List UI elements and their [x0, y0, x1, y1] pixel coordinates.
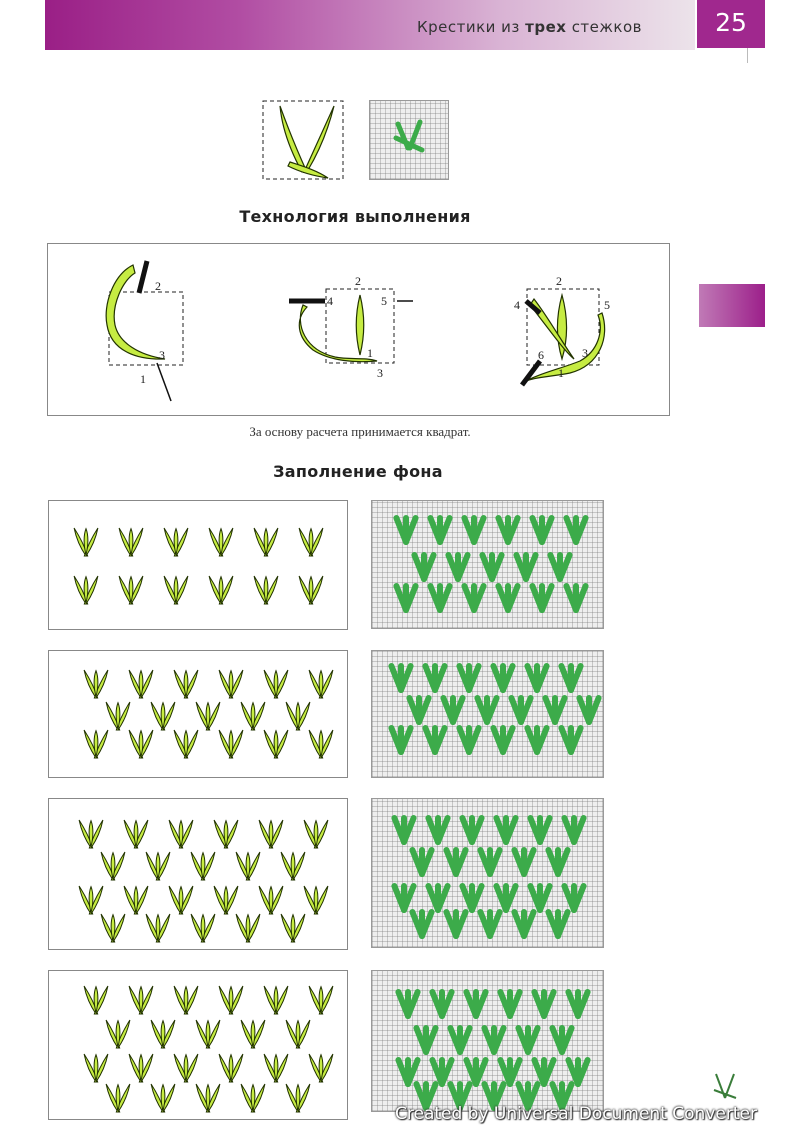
stitch-motif [304, 820, 328, 848]
stitch-motif [214, 820, 238, 848]
fabric-motif [498, 586, 517, 610]
fabric-motif [564, 886, 583, 910]
step-2-label-4: 4 [327, 294, 333, 308]
fabric-motif [534, 1060, 553, 1084]
step-2-label-2: 2 [355, 274, 361, 288]
fabric-motif [511, 698, 530, 722]
fabric-motif [530, 818, 549, 842]
fabric-motif [430, 586, 449, 610]
fabric-motif [464, 518, 483, 542]
fabric-motif [518, 1028, 537, 1052]
fabric-motif [416, 1028, 435, 1052]
step-2-label-5: 5 [381, 294, 387, 308]
stitch-motif [264, 670, 288, 698]
fabric-motif [493, 666, 512, 690]
step-3-label-5: 5 [604, 298, 610, 312]
step-1-label-2: 2 [155, 279, 161, 293]
fabric-motif [527, 728, 546, 752]
stitch-motif [259, 820, 283, 848]
step-3-label-3: 3 [582, 346, 588, 360]
stitch-motif [259, 886, 283, 914]
stitch-motif [264, 730, 288, 758]
stitch-motif [101, 914, 125, 942]
fabric-motif [561, 666, 580, 690]
fabric-motif [446, 850, 465, 874]
fabric-motif [428, 886, 447, 910]
stitch-motif [241, 702, 265, 730]
fabric-motif [548, 850, 567, 874]
fabric-motif [493, 728, 512, 752]
fabric-motif [462, 886, 481, 910]
fabric-motif [568, 992, 587, 1016]
fabric-motif [412, 912, 431, 936]
header-title: Крестики из трех стежков [416, 18, 642, 36]
stitch-motif [79, 820, 103, 848]
step-3-label-6: 6 [538, 348, 544, 362]
fabric-motif [550, 555, 569, 579]
fabric-motif [396, 586, 415, 610]
background-heading: Заполнение фона [273, 462, 443, 481]
fabric-motif [496, 886, 515, 910]
stitch-motif [214, 886, 238, 914]
stitch-motif [146, 914, 170, 942]
fabric-motif [462, 818, 481, 842]
step-3-label-1: 1 [558, 366, 564, 380]
watermark: Created by Universal Document Converter [395, 1104, 757, 1124]
stitch-motif [219, 670, 243, 698]
fabric-motif [579, 698, 598, 722]
fabric-motif [568, 1060, 587, 1084]
stitch-motif [164, 576, 188, 604]
fabric-motif [500, 1060, 519, 1084]
fabric-motif [394, 886, 413, 910]
fabric-motif [561, 728, 580, 752]
fabric-motif [459, 666, 478, 690]
stitch-motif [129, 730, 153, 758]
stitch-motif [286, 1084, 310, 1112]
stitch-motif [174, 1054, 198, 1082]
stitch-motif [191, 852, 215, 880]
fabric-motif [477, 698, 496, 722]
stitch-motif [196, 1020, 220, 1048]
fabric-motif [432, 1060, 451, 1084]
fabric-motif [443, 698, 462, 722]
stitch-motif [106, 1020, 130, 1048]
fabric-motif [532, 518, 551, 542]
stitch-motif [129, 1054, 153, 1082]
stitch-motif [236, 914, 260, 942]
fabric-motif [545, 698, 564, 722]
fabric-motif [450, 1028, 469, 1052]
fabric-motif [412, 850, 431, 874]
fabric-motif [394, 818, 413, 842]
fabric-motif [480, 912, 499, 936]
stitch-motif [84, 670, 108, 698]
stitch-motif [209, 576, 233, 604]
stitch-motif [151, 1020, 175, 1048]
fabric-motif [498, 518, 517, 542]
fabric-motif [396, 518, 415, 542]
stitch-motif [129, 986, 153, 1014]
stitch-motif [286, 1020, 310, 1048]
fabric-motif [566, 518, 585, 542]
stitch-motif [309, 730, 333, 758]
fabric-motif [534, 992, 553, 1016]
stitch-motif [124, 820, 148, 848]
fabric-motif [548, 912, 567, 936]
fabric-motif [482, 555, 501, 579]
fabric-motif [464, 586, 483, 610]
fabric-motif [446, 912, 465, 936]
stitch-motif [164, 528, 188, 556]
fabric-motif [425, 666, 444, 690]
stitch-motif [299, 576, 323, 604]
stitch-motif [151, 1084, 175, 1112]
step-1-label-3: 3 [159, 348, 165, 362]
fabric-motif [514, 850, 533, 874]
fabric-motif [432, 992, 451, 1016]
step-1-label-1: 1 [140, 372, 146, 386]
stitch-motif [151, 702, 175, 730]
fabric-motif [466, 1060, 485, 1084]
stitch-motif [74, 576, 98, 604]
step-2-label-1: 1 [367, 346, 373, 360]
stitch-motif [106, 702, 130, 730]
stitch-motif [124, 886, 148, 914]
fabric-motif [459, 728, 478, 752]
stitch-motif [74, 528, 98, 556]
stitch-motif [169, 820, 193, 848]
stitch-motif [241, 1084, 265, 1112]
fabric-motif [484, 1028, 503, 1052]
fabric-motif [466, 992, 485, 1016]
stitch-motif [174, 986, 198, 1014]
fabric-motif [514, 912, 533, 936]
stitch-motif [219, 986, 243, 1014]
stitch-motif [84, 1054, 108, 1082]
stitch-motif [119, 528, 143, 556]
stitch-motif [254, 528, 278, 556]
fabric-motif [500, 992, 519, 1016]
step-2-label-3: 3 [377, 366, 383, 380]
stitch-motif [129, 670, 153, 698]
stitch-motif [264, 986, 288, 1014]
fabric-motif [532, 586, 551, 610]
fabric-motif [430, 518, 449, 542]
stitch-motif [309, 670, 333, 698]
stitch-motif [281, 914, 305, 942]
stitch-motif [309, 1054, 333, 1082]
fabric-motif [530, 886, 549, 910]
fabric-motif [409, 698, 428, 722]
stitch-motif [304, 886, 328, 914]
fabric-motif [414, 555, 433, 579]
step-3-label-4: 4 [514, 298, 520, 312]
stitch-motif [241, 1020, 265, 1048]
stitch-motif [209, 528, 233, 556]
fabric-motif [516, 555, 535, 579]
fabric-motif [391, 666, 410, 690]
stitch-motif [264, 1054, 288, 1082]
stitch-motif [286, 702, 310, 730]
stitch-motif [219, 1054, 243, 1082]
fabric-motif [398, 1060, 417, 1084]
stitch-motif [219, 730, 243, 758]
fabric-motif [566, 586, 585, 610]
technique-caption: За основу расчета принимается квадрат. [249, 424, 471, 439]
page-number: 25 [715, 8, 747, 37]
fabric-motif [391, 728, 410, 752]
fabric-motif [448, 555, 467, 579]
fabric-motif [480, 850, 499, 874]
stitch-motif [281, 852, 305, 880]
stitch-motif [169, 886, 193, 914]
stitch-motif [79, 886, 103, 914]
fabric-motif [428, 818, 447, 842]
fabric-motif [552, 1028, 571, 1052]
stitch-motif [174, 730, 198, 758]
stitch-motif [299, 528, 323, 556]
step-3-label-2: 2 [556, 274, 562, 288]
fabric-motif [527, 666, 546, 690]
fabric-motif [496, 818, 515, 842]
fabric-motif [425, 728, 444, 752]
stitch-motif [119, 576, 143, 604]
stitch-motif [196, 702, 220, 730]
stitch-logo-icon [712, 1072, 738, 1100]
stitch-motif [84, 986, 108, 1014]
stitch-motif [174, 670, 198, 698]
stitch-motif [146, 852, 170, 880]
stitch-motif [236, 852, 260, 880]
stitch-motif [196, 1084, 220, 1112]
stitch-motif [309, 986, 333, 1014]
fabric-motif [564, 818, 583, 842]
stitch-motif [254, 576, 278, 604]
fabric-motif [398, 992, 417, 1016]
technique-heading: Технология выполнения [239, 207, 471, 226]
stitch-motif [106, 1084, 130, 1112]
stitch-motif [191, 914, 215, 942]
stitch-motif [101, 852, 125, 880]
stitch-motif [84, 730, 108, 758]
